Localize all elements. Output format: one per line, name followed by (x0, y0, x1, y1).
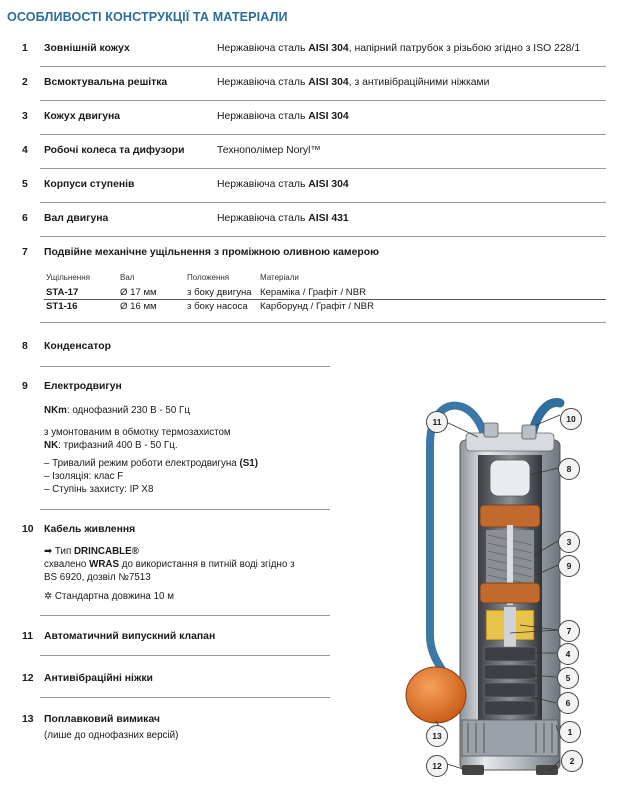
row-value: Нержавіюча сталь AISI 304 (217, 179, 349, 190)
float-switch (406, 667, 466, 723)
callout-badge: 2 (561, 750, 583, 772)
float-note: (лише до однофазних версій) (44, 730, 179, 741)
seal-header-materials: Матеріали (260, 273, 299, 282)
callout-badge: 3 (558, 531, 580, 553)
callout-badge: 13 (426, 725, 448, 747)
row-label: Корпуси ступенів (44, 179, 135, 190)
row-number: 11 (22, 631, 33, 642)
callout-badge: 8 (558, 458, 580, 480)
anti-vibration-foot (536, 765, 558, 775)
divider (40, 655, 330, 656)
row-number: 2 (22, 77, 28, 88)
seal-cell: з боку насоса (187, 301, 248, 312)
row-value: Нержавіюча сталь AISI 304, напірний патрубок з різьбою згідно з ISO 228/1 (217, 43, 581, 54)
motor-thermo: з умонтованим в обмотку термозахистом (44, 427, 231, 438)
divider (40, 202, 606, 203)
seal-cell: STA-17 (46, 287, 79, 298)
capacitor (490, 460, 530, 496)
cable-type: ➡ Тип DRINCABLE® (44, 546, 139, 557)
divider (40, 509, 330, 510)
divider (40, 615, 330, 616)
row-label: Вал двигуна (44, 213, 109, 224)
callout-badge: 6 (557, 692, 579, 714)
row-number: 3 (22, 111, 28, 122)
divider (40, 697, 330, 698)
callout-badge: 5 (557, 667, 579, 689)
divider (40, 322, 606, 323)
row-number: 9 (22, 381, 28, 392)
seal-header-position: Положення (187, 273, 230, 282)
seal-cell: Ø 16 мм (120, 301, 157, 312)
row-value: Нержавіюча сталь AISI 304 (217, 111, 349, 122)
seal-header-shaft: Вал (120, 273, 135, 282)
row-label: Поплавковий вимикач (44, 714, 160, 725)
row-value: Технополімер Noryl™ (217, 145, 321, 156)
row-number: 5 (22, 179, 28, 190)
row-label: Зовнішній кожух (44, 43, 130, 54)
row-label: Робочі колеса та дифузори (44, 145, 185, 156)
motor-single-phase: NKm: однофазний 230 В - 50 Гц (44, 405, 190, 416)
divider (40, 366, 330, 367)
cable-standard: BS 6920, дозвіл №7513 (44, 572, 151, 583)
callout-badge: 10 (560, 408, 582, 430)
motor-three-phase: NK: трифазний 400 В - 50 Гц. (44, 440, 178, 451)
callout-badge: 1 (559, 721, 581, 743)
motor-winding-bottom (480, 583, 540, 603)
divider (40, 168, 606, 169)
callout-badge: 4 (557, 643, 579, 665)
row-number: 6 (22, 213, 28, 224)
seal-header-seal: Ущільнення (46, 273, 90, 282)
row-label: Кожух двигуна (44, 111, 121, 122)
seal-cell: Кераміка / Графіт / NBR (260, 287, 367, 298)
row-value: Нержавіюча сталь AISI 304, з антивібраційними ніжками (217, 77, 490, 88)
row-label: Всмоктувальна решітка (44, 77, 168, 88)
callout-badge: 12 (426, 755, 448, 777)
callout-badge: 11 (426, 411, 448, 433)
row-label: Подвійне механічне ущільнення з проміжною оливною камерою (44, 247, 379, 258)
divider (40, 100, 606, 101)
row-label: Антивібраційні ніжки (44, 673, 153, 684)
row-number: 10 (22, 524, 34, 535)
row-label: Автоматичний випускний клапан (44, 631, 216, 642)
divider (40, 134, 606, 135)
seal-cell: Карборунд / Графіт / NBR (260, 301, 375, 312)
motor-insulation: – Ізоляція: клас F (44, 471, 124, 482)
row-label: Електродвигун (44, 381, 122, 392)
seal-cell: Ø 17 мм (120, 287, 157, 298)
row-value: Нержавіюча сталь AISI 431 (217, 213, 349, 224)
row-label: Кабель живлення (44, 524, 136, 535)
motor-duty: – Тривалий режим роботи електродвигуна (S1) (44, 458, 258, 469)
page-title: ОСОБЛИВОСТІ КОНСТРУКЦІЇ ТА МАТЕРІАЛИ (7, 10, 288, 24)
row-number: 1 (22, 43, 28, 54)
top-cap (466, 433, 554, 451)
divider (44, 299, 606, 300)
callout-badge: 7 (558, 620, 580, 642)
motor-winding-top (480, 505, 540, 527)
row-label: Конденсатор (44, 341, 111, 352)
row-number: 8 (22, 341, 28, 352)
divider (40, 66, 606, 67)
cable-approval: схвалено WRAS до використання в питній воді згідно з (44, 559, 295, 570)
callout-badge: 9 (558, 555, 580, 577)
row-number: 12 (22, 673, 34, 684)
cable-length: ✲ Стандартна довжина 10 м (44, 591, 174, 602)
row-number: 13 (22, 714, 34, 725)
seal-cell: ST1-16 (46, 301, 78, 312)
divider (40, 236, 606, 237)
row-number: 7 (22, 247, 28, 258)
motor-protection: – Ступінь захисту: IP X8 (44, 484, 154, 495)
row-number: 4 (22, 145, 28, 156)
seal-cell: з боку двигуна (187, 287, 252, 298)
